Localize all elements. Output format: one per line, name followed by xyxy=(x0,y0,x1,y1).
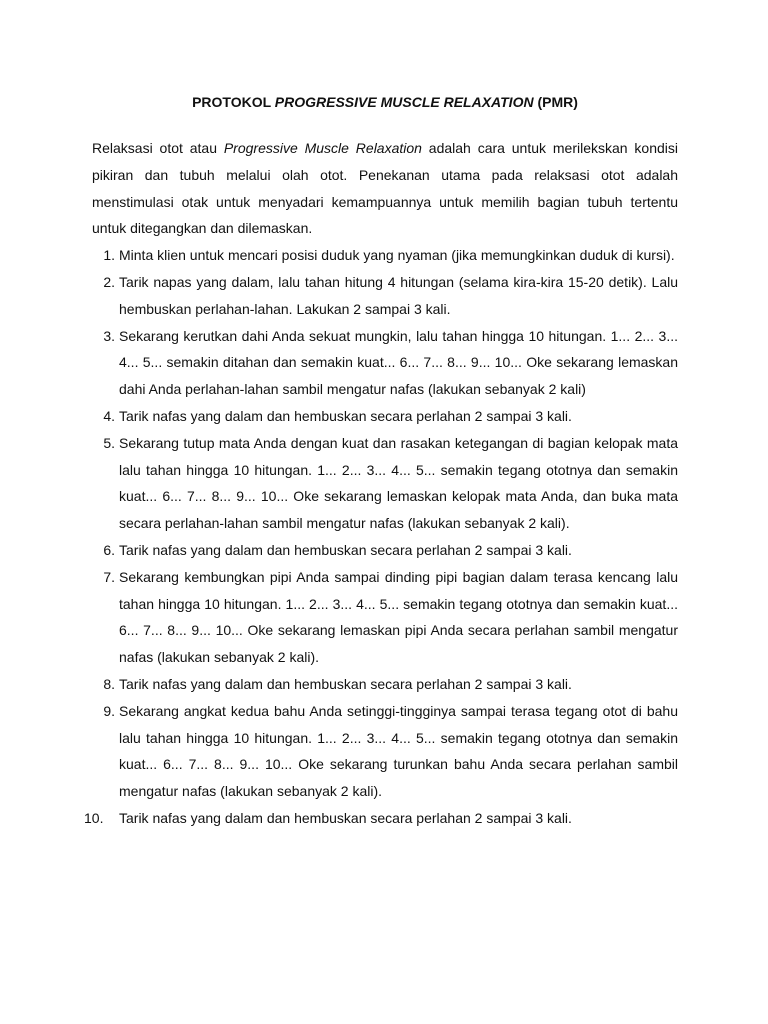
list-item-text: Sekarang angkat kedua bahu Anda setinggi-tingginya sampai terasa tegang otot di bahu lalu tahan hingga 10 hitungan. 1... 2... 3... 4... 5... semakin tegang ototnya dan semakin kuat... 6... 7... 8... 9... 10... Oke sekarang turunkan bahu Anda secara perlahan sambil mengatur nafas (lakukan sebanyak 2 kali). xyxy=(119,702,678,800)
list-item-text: Sekarang kembungkan pipi Anda sampai dinding pipi bagian dalam terasa kencang lalu tahan hingga 10 hitungan. 1... 2... 3... 4... 5... semakin tegang ototnya dan semakin kuat... 6... 7... 8... 9... 10... Oke sekarang lemaskan pipi Anda secara perlahan sambil mengatur nafas (lakukan sebanyak 2 kali). xyxy=(119,568,678,666)
intro-italic: Progressive Muscle Relaxation xyxy=(223,140,422,156)
list-item xyxy=(92,671,678,698)
list-item xyxy=(84,805,678,832)
list-item-number: 5. xyxy=(103,434,115,451)
list-item-text: Sekarang kerutkan dahi Anda sekuat mungkin, lalu tahan hingga 10 hitungan. 1... 2... 3... 4... 5... semakin ditahan dan semakin kuat... 6... 7... 8... 9... 10... Oke sekarang lemaskan dahi Anda perlahan-lahan sambil mengatur nafas (lakukan sebanyak 2 kali) xyxy=(119,327,678,398)
list-item xyxy=(92,403,678,430)
list-item-text: Tarik napas yang dalam, lalu tahan hitung 4 hitungan (selama kira-kira 15-20 detik). Lalu hembuskan perlahan-lahan. Lakukan 2 sampai 3 kali. xyxy=(119,273,678,317)
list-item-text: Tarik nafas yang dalam dan hembuskan secara perlahan 2 sampai 3 kali. xyxy=(119,675,572,692)
list-item-number: 7. xyxy=(103,568,115,585)
list-item-text: Tarik nafas yang dalam dan hembuskan secara perlahan 2 sampai 3 kali. xyxy=(119,541,572,558)
list-item-text: Tarik nafas yang dalam dan hembuskan secara perlahan 2 sampai 3 kali. xyxy=(119,809,572,826)
intro-paragraph xyxy=(92,135,678,242)
list-item-number: 10. xyxy=(84,809,104,826)
document-page xyxy=(84,89,678,832)
list-item xyxy=(92,430,678,537)
list-item-number: 9. xyxy=(103,702,115,719)
list-item xyxy=(92,537,678,564)
document-title xyxy=(92,89,678,115)
title-italic: PROGRESSIVE MUSCLE RELAXATION xyxy=(274,94,534,110)
list-item xyxy=(92,323,678,403)
list-item xyxy=(92,698,678,805)
title-prefix: PROTOKOL xyxy=(192,94,275,110)
list-item-text: Sekarang tutup mata Anda dengan kuat dan rasakan ketegangan di bagian kelopak mata lalu tahan hingga 10 hitungan. 1... 2... 3... 4... 5... semakin tegang ototnya dan semakin kuat... 6... 7... 8... 9... 10... Oke sekarang lemaskan kelopak mata Anda, dan buka mata secara perlahan-lahan sambil mengatur nafas (lakukan sebanyak 2 kali). xyxy=(119,434,678,532)
title-suffix: (PMR) xyxy=(533,94,578,110)
steps-list xyxy=(84,242,678,832)
list-item-number: 6. xyxy=(103,541,115,558)
list-item-number: 3. xyxy=(103,327,115,344)
list-item-number: 2. xyxy=(103,273,115,290)
list-item-number: 4. xyxy=(103,407,115,424)
intro-part2: adalah cara untuk merilekskan kondisi pikiran dan tubuh melalui olah otot. Penekanan utama pada relaksasi otot adalah menstimulasi otak untuk menyadari kemampuannya untuk memilih bagian tubuh tertentu untuk ditegangkan dan dilemaskan. xyxy=(92,140,678,237)
list-item xyxy=(92,269,678,323)
intro-part1: Relaksasi otot atau xyxy=(92,140,224,156)
list-item-number: 8. xyxy=(103,675,115,692)
list-item-text: Minta klien untuk mencari posisi duduk yang nyaman (jika memungkinkan duduk di kursi). xyxy=(119,247,675,264)
list-item-text: Tarik nafas yang dalam dan hembuskan secara perlahan 2 sampai 3 kali. xyxy=(119,407,572,424)
list-item-number: 1. xyxy=(103,247,115,264)
list-item xyxy=(92,564,678,671)
list-item xyxy=(92,242,678,269)
